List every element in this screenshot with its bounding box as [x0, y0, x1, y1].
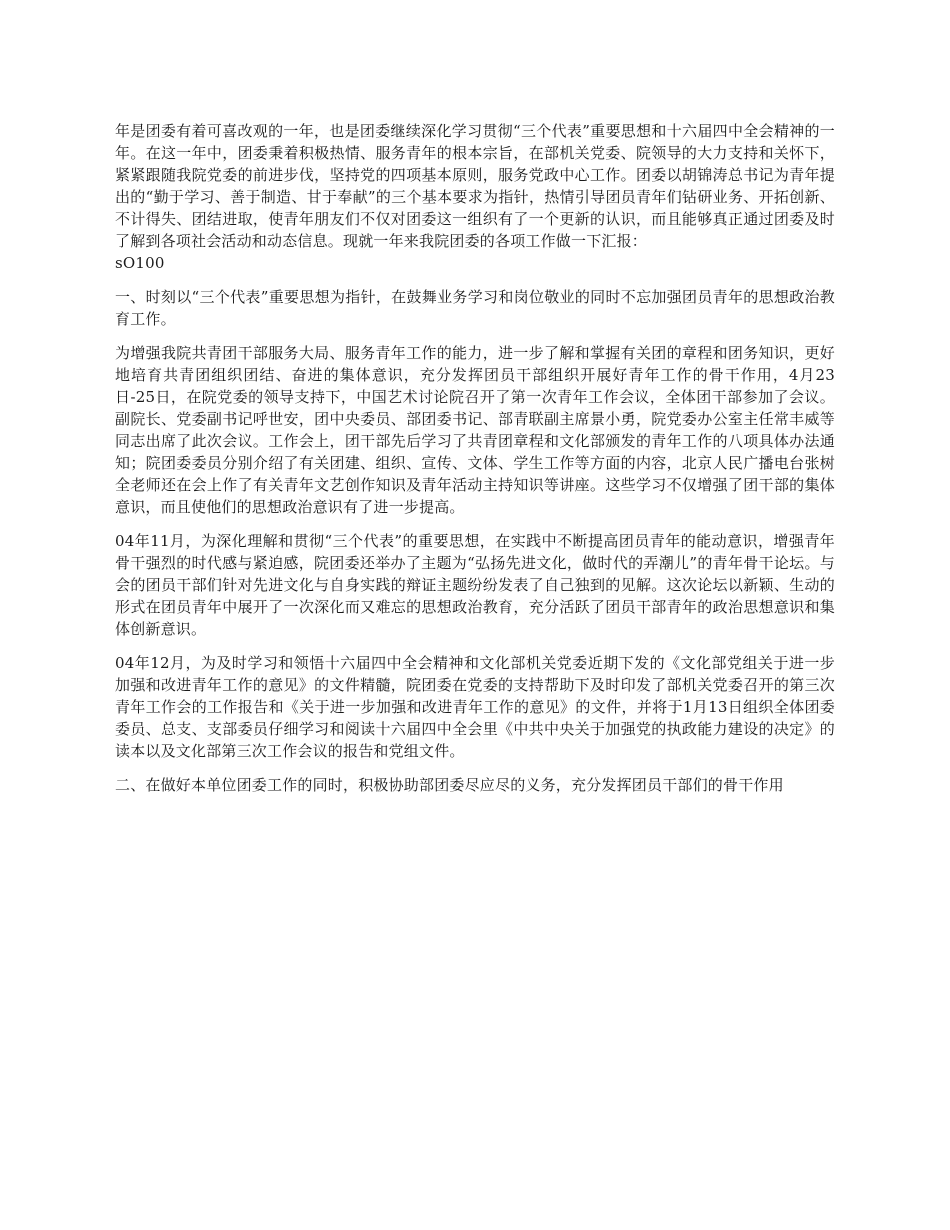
section-heading-2: 二、在做好本单位团委工作的同时，积极协助部团委尽应尽的义务，充分发挥团员干部们的骨干作用 — [115, 776, 784, 794]
paragraph-plenary-study: 04年12月，为及时学习和领悟十六届四中全会精神和文化部机关党委近期下发的《文化部党组关于进一步加强和改进青年工作的意见》的文件精髓，院团委在党委的支持帮助下及时印发了部机关党委召开的第三次青年工作会的工作报告和《关于进一步加强和改进青年工作的意见》的文件，并将于1月13日组织全体团委委员、总支、支部委员仔细学习和阅读十六届四中全会里《中共中央关于加强党的执政能力建设的决定》的读本以及文化部第三次工作会议的报告和党组文件。 — [115, 654, 835, 760]
section-heading-1: 一、时刻以“三个代表”重要思想为指针，在鼓舞业务学习和岗位敬业的同时不忘加强团员青年的思想政治教育工作。 — [115, 288, 835, 328]
paragraph-youth-forum: 04年11月，为深化理解和贯彻“三个代表”的重要思想，在实践中不断提高团员青年的能动意识，增强青年骨干强烈的时代感与紧迫感，院团委还举办了主题为“弘扬先进文化，做时代的弄潮儿”的青年骨干论坛。与会的团员干部们针对先进文化与自身实践的辩证主题纷纷发表了自己独到的见解。这次论坛以新颖、生动的形式在团员青年中展开了一次深化而又难忘的思想政治教育，充分活跃了团员干部青年的政治思想意识和集体创新意识。 — [115, 532, 835, 638]
intro-paragraph: 年是团委有着可喜改观的一年，也是团委继续深化学习贯彻“三个代表”重要思想和十六届四中全会精神的一年。在这一年中，团委秉着积极热情、服务青年的根本宗旨，在部机关党委、院领导的大力支持和关怀下，紧紧跟随我院党委的前进步伐，坚持党的四项基本原则，服务党政中心工作。团委以胡锦涛总书记为青年提出的“勤于学习、善于制造、甘于奉献”的三个基本要求为指针，热情引导团员青年们钻研业务、开拓创新、不计得失、团结进取，使青年朋友们不仅对团委这一组织有了一个更新的认识，而且能够真正通过团委及时了解到各项社会活动和动态信息。现就一年来我院团委的各项工作做一下汇报： sO100 — [115, 122, 835, 272]
document-body — [115, 120, 835, 808]
paragraph-youth-work-meeting: 为增强我院共青团干部服务大局、服务青年工作的能力，进一步了解和掌握有关团的章程和团务知识，更好地培育共青团组织团结、奋进的集体意识，充分发挥团员干部组织开展好青年工作的骨干作用，4月23日-25日，在院党委的领导支持下，中国艺术讨论院召开了第一次青年工作会议，全体团干部参加了会议。副院长、党委副书记呼世安，团中央委员、部团委书记、部青联副主席景小勇，院党委办公室主任常丰威等同志出席了此次会议。工作会上，团干部先后学习了共青团章程和文化部颁发的青年工作的八项具体办法通知；院团委委员分别介绍了有关团建、组织、宣传、文体、学生工作等方面的内容，北京人民广播电台张树全老师还在会上作了有关青年文艺创作知识及青年活动主持知识等讲座。这些学习不仅增强了团干部的集体意识，而且使他们的思想政治意识有了进一步提高。 — [115, 344, 835, 516]
